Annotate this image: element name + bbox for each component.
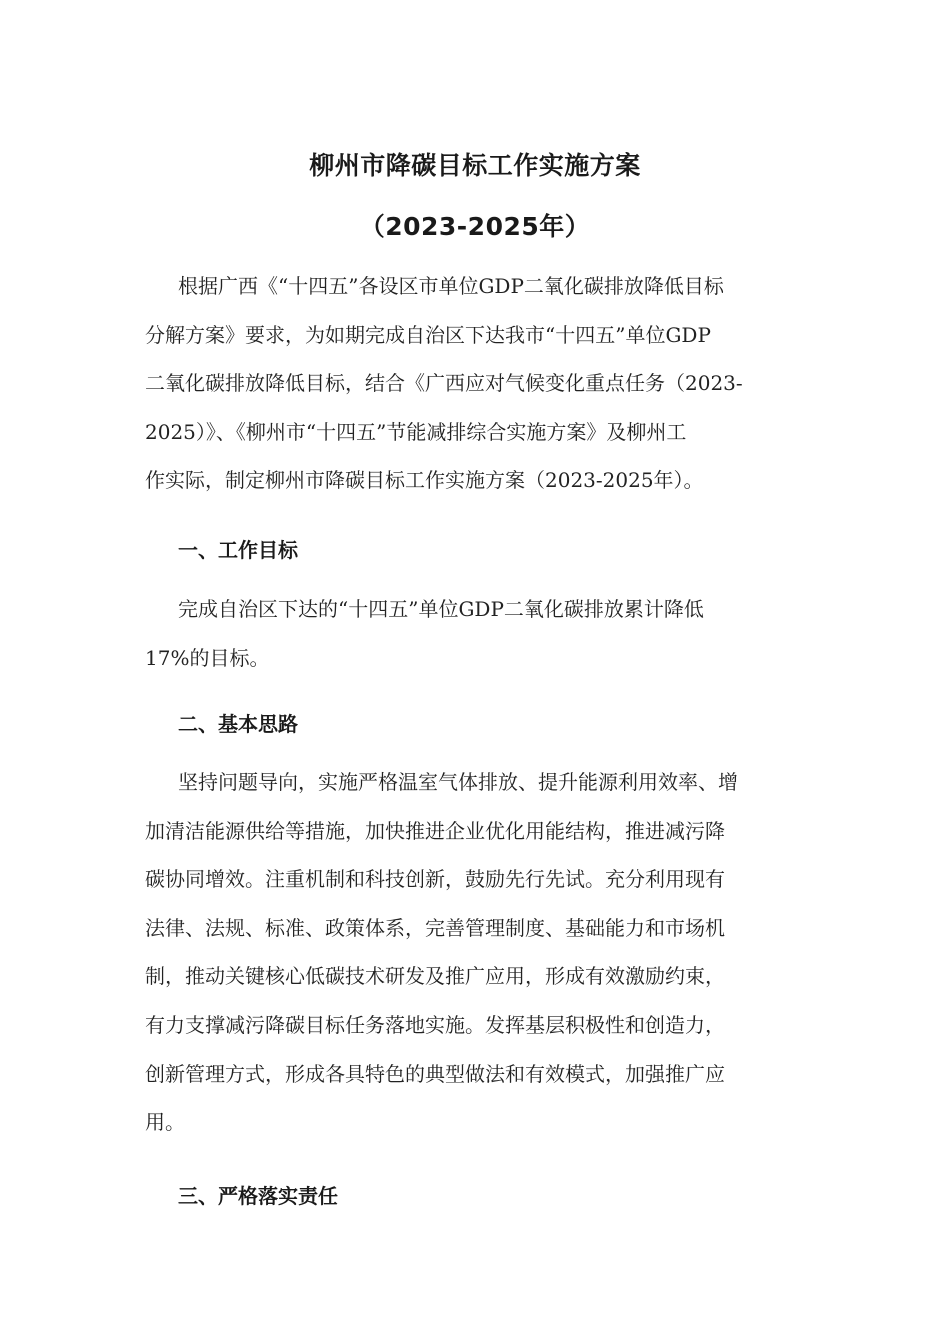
paragraph-line: 法律、法规、标准、政策体系，完善管理制度、基础能力和市场机	[145, 915, 725, 940]
paragraph-line: 有力支撑减污降碳目标任务落地实施。发挥基层积极性和创造力，	[145, 1012, 725, 1037]
paragraph-line: 用。	[145, 1110, 185, 1135]
goals-paragraph	[145, 585, 809, 682]
document-title: 柳州市降碳目标工作实施方案	[309, 151, 641, 180]
paragraph-line: 根据广西《“十四五”各设区市单位GDP二氧化碳排放降低目标	[178, 274, 724, 298]
paragraph-line: 碳协同增效。注重机制和科技创新，鼓励先行先试。充分利用现有	[145, 867, 725, 892]
section-heading-responsibility: 三、严格落实责任	[178, 1184, 338, 1208]
paragraph-line: 加清洁能源供给等措施，加快推进企业优化用能结构，推进减污降	[145, 818, 725, 843]
paragraph-line: 完成自治区下达的“十四五”单位GDP二氧化碳排放累计降低	[178, 597, 704, 621]
intro-paragraph	[145, 262, 809, 505]
section-heading-approach: 二、基本思路	[178, 712, 298, 736]
paragraph-line: 17%的目标。	[145, 645, 270, 670]
paragraph-line: 制，推动关键核心低碳技术研发及推广应用，形成有效激励约束，	[145, 964, 725, 989]
paragraph-line: 2025）》、《柳州市“十四五”节能减排综合实施方案》及柳州工	[145, 419, 687, 444]
section-heading-goals: 一、工作目标	[178, 538, 298, 562]
paragraph-line: 分解方案》要求，为如期完成自治区下达我市“十四五”单位GDP	[145, 322, 711, 347]
paragraph-line: 坚持问题导向，实施严格温室气体排放、提升能源利用效率、增	[178, 770, 738, 794]
paragraph-line: 二氧化碳排放降低目标，结合《广西应对气候变化重点任务（2023-	[145, 371, 743, 396]
paragraph-line: 创新管理方式，形成各具特色的典型做法和有效模式，加强推广应	[145, 1061, 725, 1086]
document-subtitle: （2023-2025年）	[359, 212, 591, 241]
approach-paragraph	[145, 758, 809, 1147]
paragraph-line: 作实际，制定柳州市降碳目标工作实施方案（2023-2025年）。	[145, 468, 704, 493]
